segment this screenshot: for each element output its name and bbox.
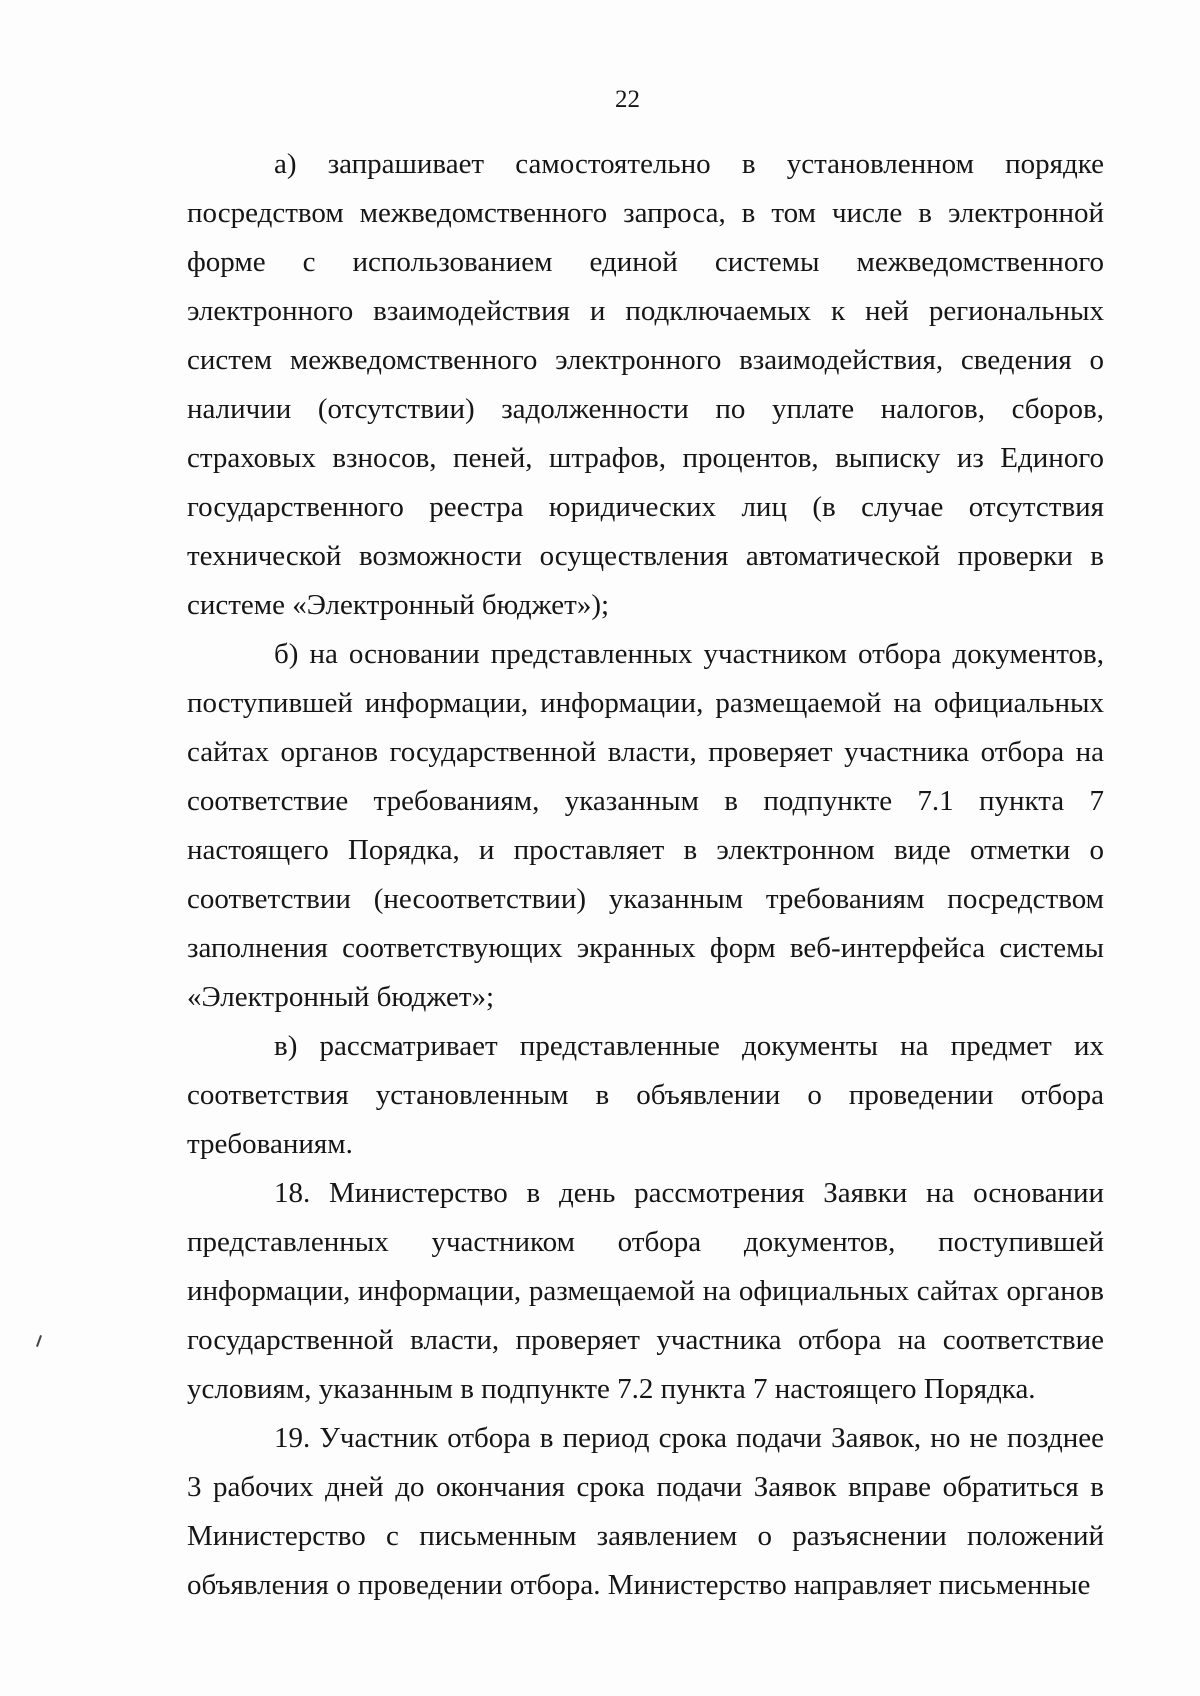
paragraph-a: а) запрашивает самостоятельно в установленном порядке посредством межведомственного запроса, в том числе в электронной форме с использованием единой системы межведомственного электронного взаимодействия и подключаемых к ней региональных систем межведомственного электронного взаимодействия, сведения о наличии (отсутствии) задолженности по уплате налогов, сборов, страховых взносов, пеней, штрафов, процентов, выписку из Единого государственного реестра юридических лиц (в случае отсутствия технической возможности осуществления автоматической проверки в системе «Электронный бюджет»); (187, 148, 1104, 621)
scan-mark (36, 1335, 42, 1347)
paragraph-19: 19. Участник отбора в период срока подачи Заявок, но не позднее 3 рабочих дней до окончания срока подачи Заявок вправе обратиться в Министерство с письменным заявлением о разъяснении положений объявления о проведении отбора. Министерство направляет письменные (187, 1422, 1104, 1601)
page-number: 22 (615, 86, 640, 113)
document-body (187, 140, 1104, 1610)
paragraph-18: 18. Министерство в день рассмотрения Заявки на основании представленных участником отбора документов, поступившей информации, информации, размещаемой на официальных сайтах органов государственной власти, проверяет участника отбора на соответствие условиям, указанным в подпункте 7.2 пункта 7 настоящего Порядка. (187, 1177, 1104, 1405)
paragraph-b: б) на основании представленных участником отбора документов, поступившей информации, информации, размещаемой на официальных сайтах органов государственной власти, проверяет участника отбора на соответствие требованиям, указанным в подпункте 7.1 пункта 7 настоящего Порядка, и проставляет в электронном виде отметки о соответствии (несоответствии) указанным требованиям посредством заполнения соответствующих экранных форм веб-интерфейса системы «Электронный бюджет»; (187, 638, 1104, 1013)
paragraph-v: в) рассматривает представленные документы на предмет их соответствия установленным в объявлении о проведении отбора требованиям. (187, 1030, 1104, 1160)
